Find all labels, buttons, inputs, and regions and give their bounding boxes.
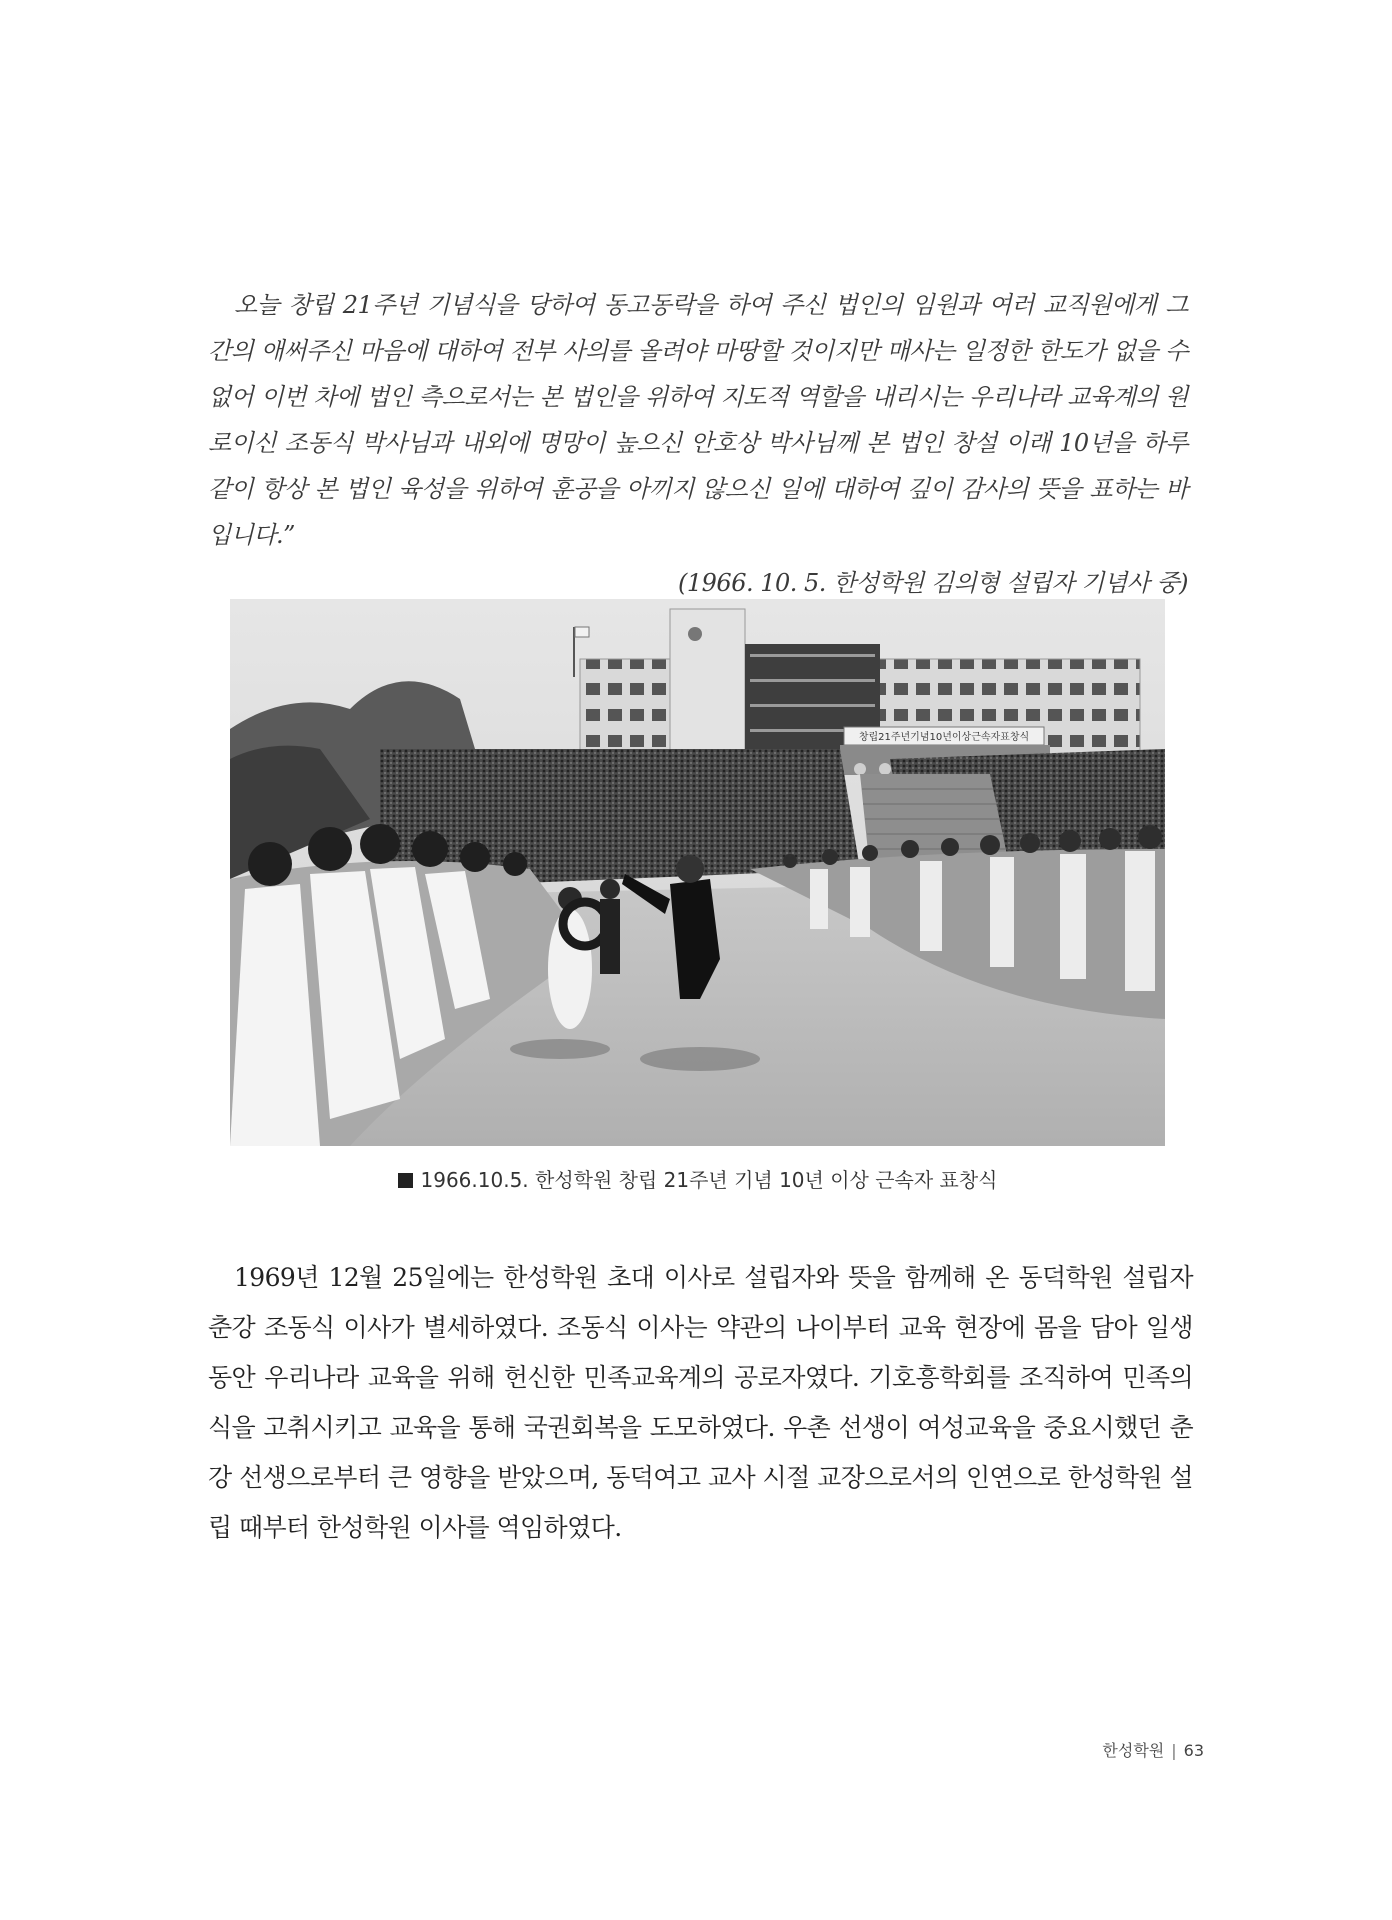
body-paragraph — [208, 1253, 1193, 1553]
body-text: 1969년 12월 25일에는 한성학원 초대 이사로 설립자와 뜻을 함께해 온 동덕학원 설립자 춘강 조동식 이사가 별세하였다. 조동식 이사는 약관의 나이부터 교육 현장에 몸을 담아 일생동안 우리나라 교육을 위해 헌신한 민족교육계의 공로자였다. 기호흥학회를 조직하여 민족의식을 고취시키고 교육을 통해 국권회복을 도모하였다. 우촌 선생이 여성교육을 중요시했던 춘강 선생으로부터 큰 영향을 받았으며, 동덕여고 교사 시절 교장으로서의 인연으로 한성학원 설립 때부터 한성학원 이사를 역임하였다. — [208, 1263, 1193, 1542]
page-footer — [1102, 1738, 1204, 1761]
caption-square-icon — [398, 1173, 413, 1188]
footer-publication: 한성학원 — [1102, 1741, 1165, 1760]
page-number: 63 — [1183, 1741, 1204, 1760]
photo-caption — [230, 1164, 1165, 1193]
caption-text: 1966.10.5. 한성학원 창립 21주년 기념 10년 이상 근속자 표창식 — [420, 1168, 998, 1192]
footer-separator: | — [1171, 1741, 1177, 1760]
quote-text: 오늘 창립 21주년 기념식을 당하여 동고동락을 하여 주신 법인의 임원과 여러 교직원에게 그간의 애써주신 마음에 대하여 전부 사의를 올려야 마땅할 것이지만 매사는 일정한 한도가 없을 수 없어 이번 차에 법인 측으로서는 본 법인을 위하여 지도적 역할을 내리시는 우리나라 교육계의 원로이신 조동식 박사님과 내외에 명망이 높으신 안호상 박사님께 본 법인 창설 이래 10년을 하루같이 항상 본 법인 육성을 위하여 훈공을 아끼지 않으신 일에 대하여 깊이 감사의 뜻을 표하는 바입니다.” — [208, 291, 1188, 549]
stage-banner-text: 창립21주년기념10년이상근속자표창식 — [858, 732, 1030, 743]
quotation-block — [208, 282, 1188, 606]
quote-source: (1966. 10. 5. 한성학원 김의형 설립자 기념사 중) — [678, 569, 1188, 597]
ceremony-photo — [230, 599, 1165, 1146]
